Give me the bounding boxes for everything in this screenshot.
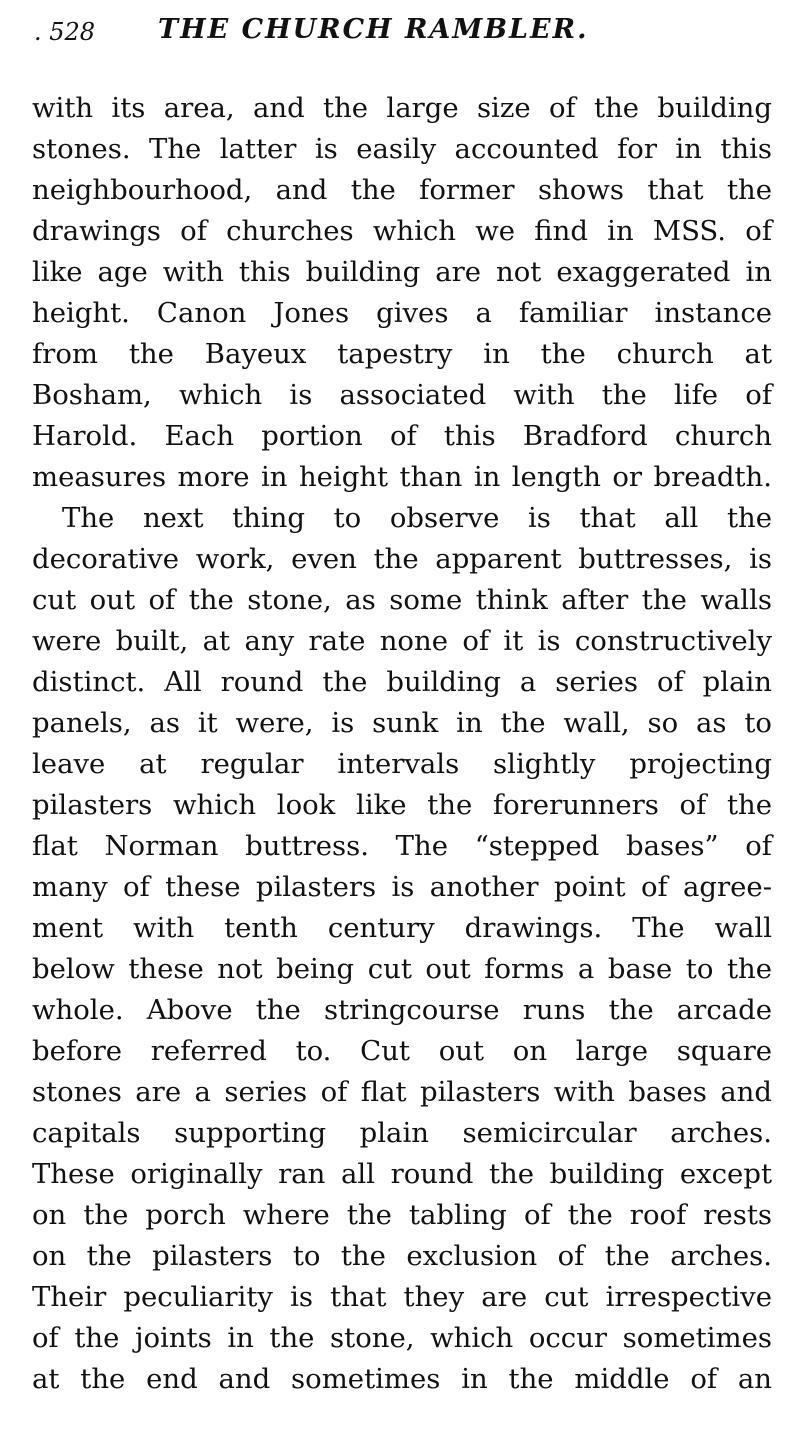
text-line: stones. The latter is easily accounted for in this [32,133,772,165]
text-line: height. Canon Jones gives a familiar instance [32,297,772,329]
text-line: The next thing to observe is that all the [62,502,772,534]
text-line: Harold. Each portion of this Bradford church [32,420,772,452]
text-line: capitals supporting plain semicircular arches. [32,1117,772,1149]
text-line: at the end and sometimes in the middle of an [32,1363,772,1395]
text-line: measures more in height than in length or breadth. [32,461,772,493]
text-line: neighbourhood, and the former shows that the [32,174,772,206]
text-line: drawings of churches which we find in MSS. of [32,215,772,247]
page-number: . 528 [34,18,96,46]
text-line: many of these pilasters is another point of agree- [32,871,772,903]
body-text [32,88,772,1400]
text-line: ment with tenth century drawings. The wall [32,912,772,944]
page-header [34,14,644,54]
text-line: like age with this building are not exaggerated in [32,256,772,288]
text-line: pilasters which look like the forerunners of the [32,789,772,821]
text-line: cut out of the stone, as some think after the walls [32,584,772,616]
text-line: on the porch where the tabling of the roof rests [32,1199,772,1231]
text-line: were built, at any rate none of it is constructively [32,625,772,657]
text-line: of the joints in the stone, which occur sometimes [32,1322,772,1354]
text-line: leave at regular intervals slightly projecting [32,748,772,780]
text-line: Bosham, which is associated with the life of [32,379,772,411]
text-line: distinct. All round the building a series of plain [32,666,772,698]
text-line: before referred to. Cut out on large square [32,1035,772,1067]
text-line: from the Bayeux tapestry in the church at [32,338,772,370]
text-line: These originally ran all round the building except [32,1158,772,1190]
text-line: decorative work, even the apparent buttresses, is [32,543,772,575]
text-line: panels, as it were, is sunk in the wall, so as to [32,707,772,739]
running-title: THE CHURCH RAMBLER. [158,14,589,45]
text-line: whole. Above the stringcourse runs the arcade [32,994,772,1026]
text-line: on the pilasters to the exclusion of the arches. [32,1240,772,1272]
text-line: with its area, and the large size of the building [32,92,772,124]
text-line: stones are a series of flat pilasters with bases and [32,1076,772,1108]
text-line: Their peculiarity is that they are cut irrespective [32,1281,772,1313]
text-line: below these not being cut out forms a base to the [32,953,772,985]
text-line: flat Norman buttress. The “stepped bases” of [32,830,772,862]
